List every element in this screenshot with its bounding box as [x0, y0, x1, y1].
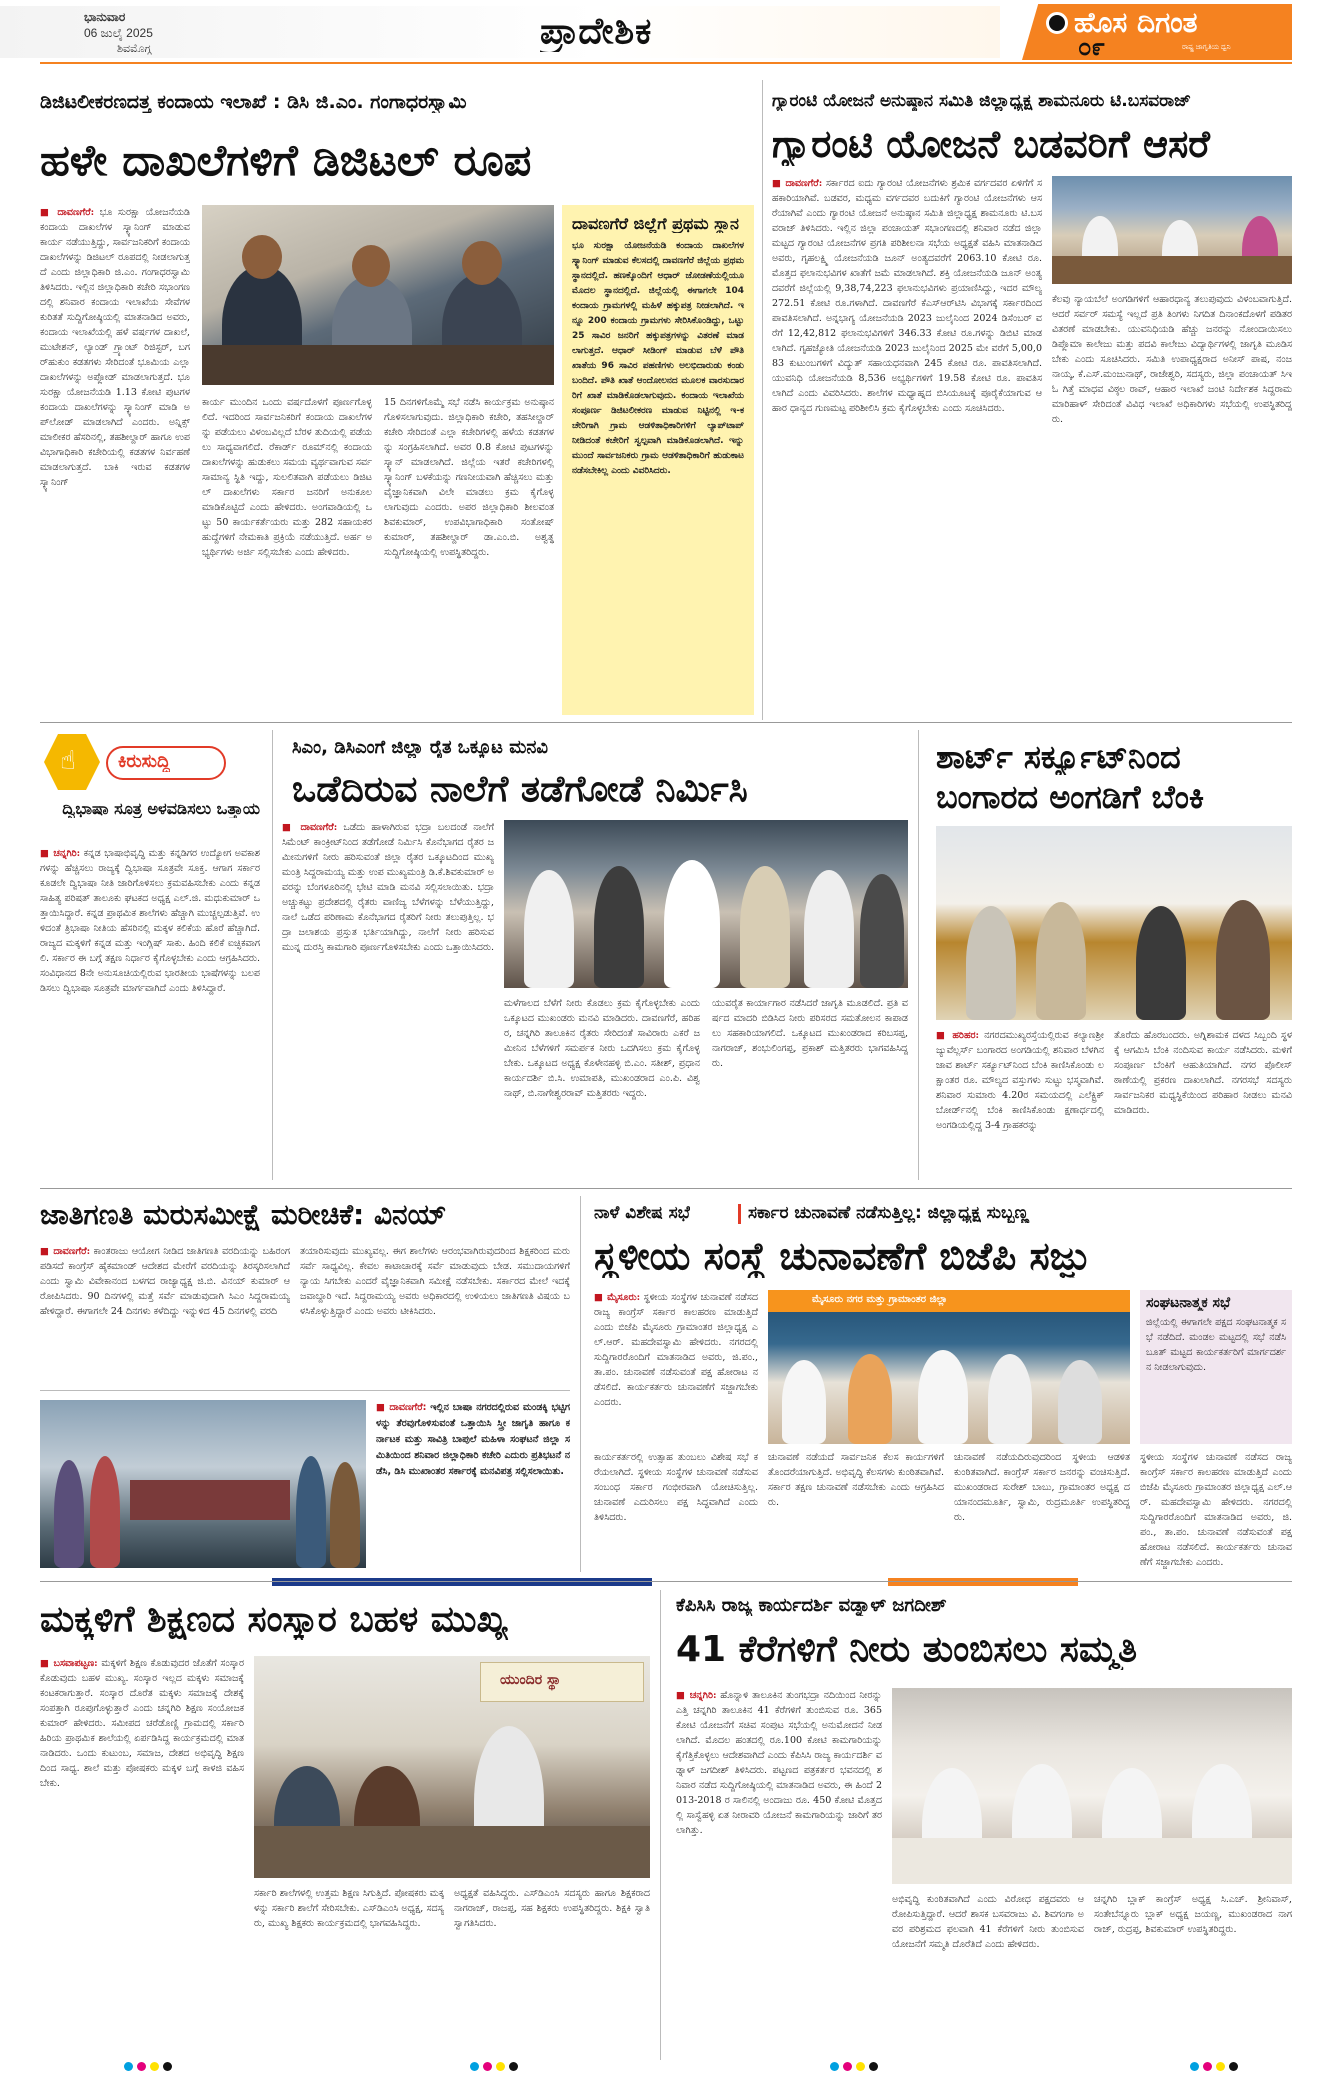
- story6-box: [1140, 1290, 1292, 1444]
- story6-headline: ಸ್ಥಳೀಯ ಸಂಸ್ಥೆ ಚುನಾವಣೆಗೆ ಬಿಜೆಪಿ ಸಜ್ಜು: [594, 1236, 1090, 1278]
- story6-kicker-a: ನಾಳೆ ವಿಶೇಷ ಸಭೆ: [594, 1204, 690, 1223]
- story8-col1: ■ ಚನ್ನಗಿರಿ: ಹೊನ್ನಾಳಿ ತಾಲೂಕಿನ ತುಂಗಭದ್ರಾ ನದಿಯಿಂದ ನೀರನ್ನು ಎತ್ತಿ ಚನ್ನಗಿರಿ ತಾಲೂಕಿನ 41 ಕೆರೆಗಳಿಗೆ ತುಂಬಿಸುವ ರೂ. 365 ಕೋಟಿ ಯೋಜನೆಗೆ ಸಚಿವ ಸಂಪುಟ ಸಭೆಯಲ್ಲಿ ಅನುಮೋದನೆ ನೀಡಲಾಗಿದೆ. ಮೊದಲ ಹಂತದಲ್ಲಿ ರೂ.100 ಕೋಟಿ ಕಾಮಗಾರಿಯನ್ನು ಕೈಗೆತ್ತಿಕೊಳ್ಳಲು ಆದೇಶವಾಗಿದೆ ಎಂದು ಕೆಪಿಸಿಸಿ ರಾಜ್ಯ ಕಾರ್ಯದರ್ಶಿ ವಡ್ನಾಳ್ ಜಗದೀಶ್ ತಿಳಿಸಿದರು. ಪಟ್ಟಣದ ಪತ್ರಕರ್ತರ ಭವನದಲ್ಲಿ ಶನಿವಾರ ನಡೆದ ಸುದ್ದಿಗೋಷ್ಠಿಯಲ್ಲಿ ಮಾತನಾಡಿದ ಅವರು, ಈ ಹಿಂದೆ 2013-2018 ರ ಸಾಲಿನಲ್ಲಿ ಅಂದಾಜು ರೂ. 450 ಕೋಟಿ ಮೊತ್ತದಲ್ಲಿ ಸಾಸ್ವೆಹಳ್ಳಿ ಏತ ನೀರಾವರಿ ಯೋಜನೆ ಕಾಮಗಾರಿಯನ್ನು ಜಾರಿಗೆ ತರಲಾಗಿತ್ತು.: [676, 1690, 882, 1836]
- story6-dateline: ■ ಮೈಸೂರು:: [594, 1292, 641, 1303]
- registration-dots-3: [830, 2062, 878, 2071]
- story1-col2: ಕಾರ್ಯ ಮುಂದಿನ ಒಂದು ವರ್ಷದೊಳಗೆ ಪೂರ್ಣಗೊಳ್ಳಲಿದೆ. ಇದರಿಂದ ಸಾರ್ವಜನಿಕರಿಗೆ ಕಂದಾಯ ದಾಖಲೆಗಳನ್ನು ಪಡೆಯಲು ವಿಳಂಬವಿಲ್ಲದೆ ಬೆರಳ ತುದಿಯಲ್ಲಿ ಪಡೆಯಲು ಸಾಧ್ಯವಾಗಲಿದೆ. ರೆಕಾರ್ಡ್ ರೂಮ್‌ನಲ್ಲಿ ಕಂದಾಯ ದಾಖಲೆಗಳನ್ನು ಹುಡುಕಲು ಸಮಯ ವ್ಯರ್ಥವಾಗುವ ಸರ್ವ ಸಾಮಾನ್ಯ ಸ್ಥಿತಿ ಇದ್ದು, ಸುಲಲಿತವಾಗಿ ಪಡೆಯಲು ಡಿಜಿಟಲ್ ದಾಖಲೆಗಳು ಸರ್ಕಾರ ಜನರಿಗೆ ಅನುಕೂಲ ಮಾಡಿಕೊಟ್ಟಿದೆ ಎಂದು ಹೇಳಿದರು. ಅಂಗವಾಡಿಯಲ್ಲಿ ಒಟ್ಟು 50 ಕಾರ್ಯಕರ್ತೆಯರು ಮತ್ತು 282 ಸಹಾಯಕರ ಹುದ್ದೆಗಳಿಗೆ ನೇಮಕಾತಿ ಪ್ರಕ್ರಿಯೆ ನಡೆಯುತ್ತಿದೆ. ಅರ್ಹ ಅಭ್ಯರ್ಥಿಗಳು ಅರ್ಜಿ ಸಲ್ಲಿಸಬೇಕು ಎಂದು ಹೇಳಿದರು.: [202, 397, 372, 558]
- story1-dateline: ■ ದಾವಣಗೆರೆ:: [40, 207, 95, 218]
- divider-h3: [40, 1581, 1292, 1582]
- story7-photo: [254, 1656, 650, 1878]
- story6-banner-text: ಮೈಸೂರು ನಗರ ಮತ್ತು ಗ್ರಾಮಾಂತರ ಜಿಲ್ಲಾ: [812, 1294, 948, 1305]
- story4-headline-line2: ಬಂಗಾರದ ಅಂಗಡಿಗೆ ಬೆಂಕಿ: [936, 780, 1204, 816]
- story2-kicker: ಗ್ಯಾರಂಟಿ ಯೋಜನೆ ಅನುಷ್ಠಾನ ಸಮಿತಿ ಜಿಲ್ಲಾಧ್ಯಕ್ಷ ಶಾಮನೂರು ಟಿ.ಬಸವರಾಜ್: [772, 92, 1192, 111]
- registration-dots-4: [1190, 2062, 1238, 2071]
- story8-dateline: ■ ಚನ್ನಗಿರಿ:: [676, 1690, 717, 1701]
- masthead: [0, 0, 1339, 62]
- story1-sidebar-text: ಭೂ ಸುರಕ್ಷಾ ಯೋಜನೆಯಡಿ ಕಂದಾಯ ದಾಖಲೆಗಳ ಸ್ಕ್ಯಾನಿಂಗ್ ಮಾಡುವ ಕೆಲಸದಲ್ಲಿ ದಾವಣಗೆರೆ ಜಿಲ್ಲೆಯ ಪ್ರಥಮ ಸ್ಥಾನದಲ್ಲಿದೆ. ಹಣಕ್ಕೊಂದಿಗೆ ಆಧಾರ್ ಜೋಡಣೆಯಲ್ಲಿಯೂ ಮೊದಲ ಸ್ಥಾನದಲ್ಲಿದೆ. ಜಿಲ್ಲೆಯಲ್ಲಿ ಈಗಾಗಲೇ 104 ಕಂದಾಯ ಗ್ರಾಮಗಳಲ್ಲಿ ಮಹಿಳೆ ಹಕ್ಕುಪತ್ರ ನೀಡಲಾಗಿದೆ. ಇನ್ನೂ 200 ಕಂದಾಯ ಗ್ರಾಮಗಳು ಸೇರಿಸಿಕೊಂಡಿದ್ದು, ಒಟ್ಟು 25 ಸಾವಿರ ಜನರಿಗೆ ಹಕ್ಕುಪತ್ರಗಳನ್ನು ವಿತರಣೆ ಮಾಡಲಾಗುತ್ತದೆ. ಆಧಾರ್ ಸೀಡಿಂಗ್ ಮಾಡುವ ಬೆಳೆ ಪೌತಿ ಖಾತೆಯ 96 ಸಾವಿರ ಪಹಣಿಗಳು ಅಲಭಿದಾರುಡು ಕಂಡು ಬಂದಿದೆ. ಪೌತಿ ಖಾತೆ ಆಂದೋಲನದ ಮೂಲಕ ವಾರಸುದಾರರಿಗೆ ಖಾತೆ ಮಾಡಿಕೊಡಲಾಗುವುದು. ಕಂದಾಯ ಇಲಾಖೆಯ ಸಂಪೂರ್ಣ ಡಿಜಿಟಲೀಕರಣ ಮಾಡುವ ನಿಟ್ಟಿನಲ್ಲಿ ಇ-ಕಚೇರಿಗಾಗಿ ಗ್ರಾಮ ಆಡಳಿತಾಧಿಕಾರಿಗಳಿಗೆ ಲ್ಯಾಪ್‌ಟಾಪ್ ನೀಡಿದಂತೆ ಕಚೇರಿಗೆ ಸ್ವಲ್ಪವಾಗಿ ಮಾಡಿಕೊಡಲಾಗಿದೆ. ಇನ್ನು ಮುಂದೆ ಸಾರ್ವಜನಿಕರು ಗ್ರಾಮ ಆಡಳಿತಾಧಿಕಾರಿಗೆ ಹುಡುಕಾಟ ನಡೆಸಬೇಕಿಲ್ಲ ಎಂದು ವಿವರಿಸಿದರು.: [572, 240, 744, 476]
- kirusuddi-dateline: ■ ಚನ್ನಗಿರಿ:: [40, 848, 81, 859]
- story5-caption-dateline: ■ ದಾವಣಗೆರೆ:: [376, 1402, 427, 1413]
- kirusuddi-logo: [40, 730, 240, 794]
- registration-dots-2: [470, 2062, 518, 2071]
- story8-headline: 41 ಕೆರೆಗಳಿಗೆ ನೀರು ತುಂಬಿಸಲು ಸಮ್ಮತಿ: [676, 1630, 1138, 1670]
- divider-v4: [580, 1196, 581, 1572]
- story3-col3: ಯುವರೈತ ಕಾರ್ಯಾಗಾರ ನಡೆಸಿದರೆ ಜಾಗೃತಿ ಮೂಡಲಿದೆ. ಪ್ರತಿ ವರ್ಷದ ಮಾದರಿ ಬಿಡಿಸಿದ ನೀರು ಪರಿಸರದ ಸಮತೋಲನ ಕಾಪಾಡಲು ಸಹಕಾರಿಯಾಗಲಿದೆ. ಒಕ್ಕೂಟದ ಮುಖಂಡರಾದ ಕರಿಬಸಪ್ಪ, ನಾಗರಾಜ್, ಶಂಭುಲಿಂಗಪ್ಪ, ಪ್ರಕಾಶ್ ಮತ್ತಿತರರು ಭಾಗವಹಿಸಿದ್ದರು.: [712, 998, 908, 1069]
- story2-headline: ಗ್ಯಾರಂಟಿ ಯೋಜನೆ ಬಡವರಿಗೆ ಆಸರೆ: [772, 124, 1210, 166]
- story6-box-title: ಸಂಘಟನಾತ್ಮಕ ಸಭೆ: [1146, 1296, 1231, 1311]
- story3-headline: ಒಡೆದಿರುವ ನಾಲೆಗೆ ತಡೆಗೋಡೆ ನಿರ್ಮಿಸಿ: [292, 770, 748, 810]
- issue-date: 06 ಜುಲೈ 2025: [84, 26, 153, 40]
- issue-city: ಶಿವಮೊಗ್ಗ: [117, 43, 152, 55]
- registration-dots-1: [124, 2062, 172, 2071]
- story1-col3: 15 ದಿನಗಳಿಗೊಮ್ಮೆ ಸಭೆ ನಡೆಸಿ ಕಾರ್ಯಕ್ರಮ ಅನುಷ್ಠಾನಗೊಳಿಸಲಾಗುವುದು. ಜಿಲ್ಲಾಧಿಕಾರಿ ಕಚೇರಿ, ತಹಸೀಲ್ದಾರ್ ಕಚೇರಿ ಸೇರಿದಂತೆ ಎಲ್ಲಾ ಕಚೇರಿಗಳಲ್ಲಿ ಹಳೆಯ ಕಡತಗಳನ್ನು ಸಂಗ್ರಹಿಸಲಾಗಿದೆ. ಅವರ 0.8 ಕೋಟಿ ಪುಟಗಳನ್ನು ಸ್ಕ್ಯಾನ್ ಮಾಡಲಾಗಿದೆ. ಜಿಲ್ಲೆಯ ಇತರೆ ಕಚೇರಿಗಳಲ್ಲಿ ಸ್ಕ್ಯಾನಿಂಗ್ ಬಳಕೆಯನ್ನು ಗಣನೀಯವಾಗಿ ಹೆಚ್ಚಿಸಲು ಮತ್ತು ವೈಜ್ಞಾನಿಕವಾಗಿ ವಿಲೇ ಮಾಡಲು ಕ್ರಮ ಕೈಗೊಳ್ಳಲಾಗುವುದು ಎಂದರು. ಅಪರ ಜಿಲ್ಲಾಧಿಕಾರಿ ಶೀಲವಂತ ಶಿವಕುಮಾರ್, ಉಪವಿಭಾಗಾಧಿಕಾರಿ ಸಂತೋಷ್ ಕುಮಾರ್, ತಹಶೀಲ್ದಾರ್ ಡಾ.ಎಂ.ಬಿ. ಅಶ್ವತ್ಥ ಸುದ್ದಿಗೋಷ್ಠಿಯಲ್ಲಿ ಉಪಸ್ಥಿತರಿದ್ದರು.: [384, 397, 554, 558]
- story3-col2: ಮಳೆಗಾಲದ ಬೆಳೆಗೆ ನೀರು ಕೊಡಲು ಕ್ರಮ ಕೈಗೊಳ್ಳಬೇಕು ಎಂದು ಒಕ್ಕೂಟದ ಮುಖಂಡರು ಮನವಿ ಮಾಡಿದರು. ದಾವಣಗೆರೆ, ಹರಿಹರ, ಚನ್ನಗಿರಿ ತಾಲೂಕಿನ ರೈತರು ಸೇರಿದಂತೆ ಸಾವಿರಾರು ಎಕರೆ ಜಮೀನಿನ ಬೆಳೆಗಳಿಗೆ ಸಮರ್ಪಕ ನೀರು ಒದಗಿಸಲು ಕ್ರಮ ಕೈಗೊಳ್ಳಬೇಕು. ಒಕ್ಕೂಟದ ಅಧ್ಯಕ್ಷ ಕೊಳೇನಹಳ್ಳಿ ಬಿ.ಎಂ. ಸತೀಶ್, ಪ್ರಧಾನ ಕಾರ್ಯದರ್ಶಿ ಬಿ.ಸಿ. ಉಮಾಪತಿ, ಮುಖಂಡರಾದ ಎಂ.ಪಿ. ವಿಶ್ವನಾಥ್, ಬಿ.ನಾಗೇಶ್ವರರಾವ್ ಮತ್ತಿತರರು ಇದ್ದರು.: [504, 998, 700, 1099]
- issue-day: ಭಾನುವಾರ: [84, 10, 126, 24]
- story8-kicker: ಕೆಪಿಸಿಸಿ ರಾಜ್ಯ ಕಾರ್ಯದರ್ಶಿ ವಡ್ನಾಳ್ ಜಗದೀಶ್: [676, 1596, 947, 1616]
- story6-kicker-sep: [738, 1204, 741, 1224]
- story4-col1: ■ ಹರಿಹರ: ನಗರದಮುಖ್ಯರಸ್ತೆಯಲ್ಲಿರುವ ಕಲ್ಯಾಣಶ್ರೀ ಜ್ಯುವೆಲ್ಲರ್ಸ್ ಬಂಗಾರದ ಅಂಗಡಿಯಲ್ಲಿ ಶನಿವಾರ ಬೆಳಗಿನ ಜಾವ ಶಾರ್ಟ್ ಸರ್ಕ್ಯೂಟ್‌ನಿಂದ ಬೆಂಕಿ ಕಾಣಿಸಿಕೊಂಡು ಲಕ್ಷಾಂತರ ರೂ. ಮೌಲ್ಯದ ವಸ್ತುಗಳು ಸುಟ್ಟು ಭಸ್ಮವಾಗಿವೆ. ಶನಿವಾರ ಸುಮಾರು 4.20ರ ಸಮಯದಲ್ಲಿ ಎಲೆಕ್ಟ್ರಿಕ್ ಬೋರ್ಡ್‌ನಲ್ಲಿ ಬೆಂಕಿ ಕಾಣಿಸಿಕೊಂಡು ಕ್ಷಣಾರ್ಧದಲ್ಲಿ ಅಂಗಡಿಯಲ್ಲಿದ್ದ 3-4 ಗ್ರಾಹಕರನ್ನು: [936, 1030, 1104, 1131]
- story7-col3: ಅಧ್ಯಕ್ಷತೆ ವಹಿಸಿದ್ದರು. ಎಸ್‌ಡಿಎಂಸಿ ಸದಸ್ಯರು ಹಾಗೂ ಶಿಕ್ಷಕರಾದ ನಾಗರಾಜ್, ರಾಜಪ್ಪ, ಸಹ ಶಿಕ್ಷಕರು ಉಪಸ್ಥಿತರಿದ್ದರು. ಶಿಕ್ಷಕಿ ಸ್ವಾತಿ ಸ್ವಾಗತಿಸಿದರು.: [454, 1888, 650, 1929]
- story8-col3: ಚನ್ನಗಿರಿ ಬ್ಲಾಕ್ ಕಾಂಗ್ರೆಸ್ ಅಧ್ಯಕ್ಷ ಸಿ.ಎಚ್. ಶ್ರೀನಿವಾಸ್, ಸಂತೇಬೆನ್ನೂರು ಬ್ಲಾಕ್ ಅಧ್ಯಕ್ಷ ಜಯಣ್ಣ, ಮುಖಂಡರಾದ ನಾಗರಾಜ್, ರುದ್ರಪ್ಪ, ಶಿವಕುಮಾರ್ ಉಪಸ್ಥಿತರಿದ್ದರು.: [1094, 1894, 1292, 1935]
- divider-v3: [918, 730, 919, 1180]
- story2-dateline: ■ ದಾವಣಗೆರೆ:: [772, 178, 823, 189]
- story4-photo: [936, 826, 1292, 1020]
- registration-bar-right: [888, 1578, 1078, 1586]
- story8-col2: ಅಭಿವೃದ್ಧಿ ಕುಂಠಿತವಾಗಿದೆ ಎಂದು ವಿರೋಧ ಪಕ್ಷದವರು ಆರೋಪಿಸುತ್ತಿದ್ದಾರೆ. ಆದರೆ ಶಾಸಕ ಬಸವರಾಜು ವಿ. ಶಿವಗಂಗಾ ಅವರ ಪರಿಶ್ರಮದ ಫಲವಾಗಿ 41 ಕೆರೆಗಳಿಗೆ ನೀರು ತುಂಬಿಸುವ ಯೋಜನೆಗೆ ಸಮ್ಮತಿ ದೊರೆತಿದೆ ಎಂದು ಹೇಳಿದರು.: [892, 1894, 1084, 1950]
- section-title: ಪ್ರಾದೇಶಿಕ: [540, 12, 653, 52]
- story6-box-text: ಜಿಲ್ಲೆಯಲ್ಲಿ ಈಗಾಗಲೇ ಪಕ್ಷದ ಸಂಘಟನಾತ್ಮಕ ಸಭೆ ನಡೆದಿದೆ. ಮಂಡಲ ಮಟ್ಟದಲ್ಲಿ ಸಭೆ ನಡೆಸಿ ಬೂತ್ ಮಟ್ಟದ ಕಾರ್ಯಕರ್ತರಿಗೆ ಮಾರ್ಗದರ್ಶನ ನೀಡಲಾಗುವುದು.: [1146, 1317, 1286, 1374]
- story6-col4: ಚುನಾವಣೆ ನಡೆಯದಿರುವುದರಿಂದ ಸ್ಥಳೀಯ ಆಡಳಿತ ಕುಂಠಿತವಾಗಿದೆ. ಕಾಂಗ್ರೆಸ್ ಸರ್ಕಾರ ಜನರನ್ನು ವಂಚಿಸುತ್ತಿದೆ. ಮುಖಂಡರಾದ ಸುರೇಶ್ ಬಾಬು, ಗ್ರಾಮಾಂತರ ಅಧ್ಯಕ್ಷ ದಯಾನಂದಮೂರ್ತಿ, ಸ್ವಾಮಿ, ರುದ್ರಮೂರ್ತಿ ಉಪಸ್ಥಿತರಿದ್ದರು.: [954, 1452, 1130, 1523]
- story1-kicker: ಡಿಜಿಟಲೀಕರಣದತ್ತ ಕಂದಾಯ ಇಲಾಖೆ : ಡಿಸಿ ಜಿ.ಎಂ. ಗಂಗಾಧರಸ್ವಾಮಿ: [40, 92, 467, 113]
- story5-col1: ■ ದಾವಣಗೆರೆ: ಕಾಂತರಾಜು ಆಯೋಗ ನೀಡಿದ ಜಾತಿಗಣತಿ ವರದಿಯನ್ನು ಬಹಿರಂಗ ಪಡಿಸದೆ ಕಾಂಗ್ರೆಸ್ ಹೈಕಮಾಂಡ್ ಆದೇಶದ ಮೇರೆಗೆ ವರದಿಯನ್ನು ತಿರಸ್ಕರಿಸಲಾಗಿದೆ ಎಂದು ಸ್ವಾಮಿ ವಿವೇಕಾನಂದ ಬಳಗದ ರಾಜ್ಯಾಧ್ಯಕ್ಷ ಜಿ.ಬಿ. ವಿನಯ್ ಕುಮಾರ್ ಆರೋಪಿಸಿದರು. 90 ದಿನಗಳಲ್ಲಿ ಮತ್ತೆ ಸರ್ವೆ ಮಾಡುವುದಾಗಿ ಸಿಎಂ ಸಿದ್ದರಾಮಯ್ಯ ಹೇಳಿದ್ದಾರೆ. ಈಗಾಗಲೇ 24 ದಿನಗಳು ಕಳೆದಿದ್ದು ಇನ್ನುಳಿದ 45 ದಿನಗಳಲ್ಲಿ ವರದಿ: [40, 1246, 290, 1317]
- divider-h1: [40, 722, 1292, 723]
- story7-col2: ಸರ್ಕಾರಿ ಶಾಲೆಗಳಲ್ಲಿ ಉತ್ತಮ ಶಿಕ್ಷಣ ಸಿಗುತ್ತಿದೆ. ಪೋಷಕರು ಮಕ್ಕಳನ್ನು ಸರ್ಕಾರಿ ಶಾಲೆಗೆ ಸೇರಿಸಬೇಕು. ಎಸ್‌ಡಿಎಂಸಿ ಅಧ್ಯಕ್ಷ, ಸದಸ್ಯರು, ಮುಖ್ಯ ಶಿಕ್ಷಕರು ಕಾರ್ಯಕ್ರಮದಲ್ಲಿ ಭಾಗವಹಿಸಿದ್ದರು.: [254, 1888, 444, 1929]
- story1-col1: ■ ದಾವಣಗೆರೆ: ಭೂ ಸುರಕ್ಷಾ ಯೋಜನೆಯಡಿ ಕಂದಾಯ ದಾಖಲೆಗಳ ಸ್ಕ್ಯಾನಿಂಗ್ ಮಾಡುವ ಕಾರ್ಯ ನಡೆಯುತ್ತಿದ್ದು, ಸಾರ್ವಜನಿಕರಿಗೆ ಕಂದಾಯ ದಾಖಲೆಗಳನ್ನು ಡಿಜಿಟಲ್ ರೂಪದಲ್ಲಿ ನೀಡಲಾಗುತ್ತದೆ ಎಂದು ಜಿಲ್ಲಾಧಿಕಾರಿ ಜಿ.ಎಂ. ಗಂಗಾಧರಸ್ವಾಮಿ ತಿಳಿಸಿದರು. ಇಲ್ಲಿನ ಜಿಲ್ಲಾಧಿಕಾರಿ ಕಚೇರಿ ಸಭಾಂಗಣದಲ್ಲಿ ಶನಿವಾರ ಕಂದಾಯ ಇಲಾಖೆಯ ಸೇವೆಗಳ ಕುರಿತತೆ ಸುದ್ದಿಗೋಷ್ಠಿಯಲ್ಲಿ ಮಾತನಾಡಿದ ಅವರು, ಕಂದಾಯ ಇಲಾಖೆಯಲ್ಲಿ ಹಳೆ ವರ್ಷಗಳ ದಾಖಲೆ, ಮುಟೇಶನ್, ಲ್ಯಾಂಡ್ ಗ್ರ್ಯಾಂಟ್ ರಿಜಿಸ್ಟರ್, ಬಗರ್‌ಹುಕುಂ ಕಡತಗಳು ಸೇರಿದಂತೆ ಭೂಮಿಯ ಎಲ್ಲಾ ದಾಖಲೆಗಳನ್ನು ಅಪ್ಲೋಡ್ ಮಾಡಲಾಗುತ್ತದೆ. ಭೂ ಸುರಕ್ಷಾ ಯೋಜನೆಯಡಿ 1.13 ಕೋಟಿ ಪುಟಗಳ ಕಂದಾಯ ದಾಖಲೆಗಳನ್ನು ಸ್ಕ್ಯಾನಿಂಗ್ ಮಾಡಿ ಅಪ್‌ಲೋಡ್ ಮಾಡಲಾಗಿದೆ ಎಂದರು. ಅನ್ನಿಕ್ಸ್ ಮಾಲೀಕರ ಹೆಸರಿನಲ್ಲಿ, ತಹಶೀಲ್ದಾರ್ ಹಾಗೂ ಉಪವಿಭಾಗಾಧಿಕಾರಿ ಕಚೇರಿಯಲ್ಲಿ ಕಡತಗಳ ನಿರ್ವಹಣೆ ಮಾಡಲಾಗುತ್ತದೆ. ಬಾಕಿ ಇರುವ ಕಡತಗಳ ಸ್ಕ್ಯಾನಿಂಗ್: [40, 207, 190, 488]
- story6-photo: [768, 1290, 1130, 1444]
- paper-name: ಹೊಸ ದಿಗಂತ: [1074, 8, 1198, 39]
- story5-dateline: ■ ದಾವಣಗೆರೆ:: [40, 1246, 91, 1257]
- story2-photo: [1052, 176, 1292, 284]
- story2-col1: ■ ದಾವಣಗೆರೆ: ಸರ್ಕಾರದ ಐದು ಗ್ಯಾರಂಟಿ ಯೋಜನೆಗಳು ಶ್ರಮಿಕ ವರ್ಗದವರ ಏಳಿಗೆಗೆ ಸಹಕಾರಿಯಾಗಿವೆ. ಬಡವರ, ಮಧ್ಯಮ ವರ್ಗದವರ ಬದುಕಿಗೆ ಗ್ಯಾರಂಟಿ ಯೋಜನೆಗಳು ಆಸರೆಯಾಗಿವೆ ಎಂದು ಗ್ಯಾರಂಟಿ ಯೋಜನೆ ಅನುಷ್ಠಾನ ಸಮಿತಿ ಜಿಲ್ಲಾಧ್ಯಕ್ಷ ಶಾಮನೂರು ಟಿ.ಬಸವರಾಜ್ ತಿಳಿಸಿದರು. ಇಲ್ಲಿನ ಜಿಲ್ಲಾ ಪಂಚಾಯತ್ ಸಭಾಂಗಣದಲ್ಲಿ ಶನಿವಾರ ನಡೆದ ಜಿಲ್ಲಾ ಮಟ್ಟದ ಗ್ಯಾರಂಟಿ ಯೋಜನೆಗಳ ಪ್ರಗತಿ ಪರಿಶೀಲನಾ ಸಭೆಯ ಅಧ್ಯಕ್ಷತೆ ವಹಿಸಿ ಮಾತನಾಡಿದ ಅವರು, ಗೃಹಲಕ್ಷ್ಮಿ ಯೋಜನೆಯಡಿ ಜೂನ್ ಅಂತ್ಯದವರೆಗೆ 2063.10 ಕೋಟಿ ರೂ. ಮೊತ್ತದ ಫಲಾನುಭವಿಗಳ ಖಾತೆಗೆ ಜಮೆ ಮಾಡಲಾಗಿದೆ. ಶಕ್ತಿ ಯೋಜನೆಯಡಿ ಜೂನ್ ಅಂತ್ಯದವರೆಗೆ ಜಿಲ್ಲೆಯಲ್ಲಿ 9,38,74,223 ಫಲಾನುಭವಿಗಳು ಪ್ರಯಾಣಿಸಿದ್ದು, ಇದರ ಮೌಲ್ಯ 272.51 ಕೋಟಿ ರೂ.ಗಳಾಗಿದೆ. ದಾವಣಗೆರೆ ಕೆಎಸ್ಆರ್‌ಟಿಸಿ ವಿಭಾಗಕ್ಕೆ ಸರ್ಕಾರದಿಂದ ಪಾವತಿಸಲಾಗಿದೆ. ಅನ್ನಭಾಗ್ಯ ಯೋಜನೆಯಡಿ 2023 ಜುಲೈನಿಂದ 2024 ಡಿಸೆಂಬರ್ ವರೆಗೆ 12,42,812 ಫಲಾನುಭವಿಗಳಿಗೆ 346.33 ಕೋಟಿ ರೂ.ಗಳನ್ನು ಡಿಬಿಟಿ ಮಾಡಲಾಗಿದೆ. ಗೃಹಜ್ಯೋತಿ ಯೋಜನೆಯಡಿ 2023 ಜುಲೈನಿಂದ 2025 ಮೇ ವರೆಗೆ 5,00,083 ಕುಟುಂಬಗಳಿಗೆ ವಿದ್ಯುತ್ ಸಹಾಯಧನವಾಗಿ 245 ಕೋಟಿ ರೂ. ಪಾವತಿಸಲಾಗಿದೆ. ಯುವನಿಧಿ ಯೋಜನೆಯಡಿ 8,536 ಅಭ್ಯರ್ಥಿಗಳಿಗೆ 19.58 ಕೋಟಿ ರೂ. ಪಾವತಿಸಲಾಗಿದೆ ಎಂದು ವಿವರಿಸಿದರು. ಶಾಲೆಗಳ ಮಧ್ಯಾಹ್ನದ ಬಿಸಿಯೂಟಕ್ಕೆ ಪೂರೈಕೆಯಾಗುವ ಆಹಾರ ಧಾನ್ಯದ ಗುಣಮಟ್ಟ ಪರಿಶೀಲಿಸಿ ಕ್ರಮ ಕೈಗೊಳ್ಳಬೇಕು ಎಂದು ಸೂಚಿಸಿದರು.: [772, 178, 1042, 414]
- divider-v1: [762, 80, 763, 720]
- story6-kicker-b: ಸರ್ಕಾರ ಚುನಾವಣೆ ನಡೆಸುತ್ತಿಲ್ಲ: ಜಿಲ್ಲಾಧ್ಯಕ್ಷ ಸುಬ್ಬಣ್ಣ: [748, 1204, 1029, 1223]
- story6-col3: ಚುನಾವಣೆ ನಡೆಯದೆ ಸಾರ್ವಜನಿಕ ಕೆಲಸ ಕಾರ್ಯಗಳಿಗೆ ತೊಂದರೆಯಾಗುತ್ತಿದೆ. ಅಭಿವೃದ್ಧಿ ಕೆಲಸಗಳು ಕುಂಠಿತವಾಗಿವೆ. ಸರ್ಕಾರ ತಕ್ಷಣ ಚುನಾವಣೆ ನಡೆಸಬೇಕು ಎಂದು ಆಗ್ರಹಿಸಿದರು.: [768, 1452, 944, 1508]
- kirusuddi-body: ■ ಚನ್ನಗಿರಿ: ಕನ್ನಡ ಭಾಷಾಭಿವೃದ್ಧಿ ಮತ್ತು ಕನ್ನಡಿಗರ ಉದ್ಯೋಗ ಅವಕಾಶಗಳನ್ನು ಹೆಚ್ಚಿಸಲು ರಾಜ್ಯಕ್ಕೆ ದ್ವಿಭಾಷಾ ಸೂತ್ರವೇ ಸೂಕ್ತ. ಆಗಾಗ ಸರ್ಕಾರ ಕೂಡಲೇ ದ್ವಿಭಾಷಾ ನೀತಿ ಜಾರಿಗೊಳಿಸಲು ಕ್ರಮವಹಿಸಬೇಕು ಎಂದು ಕನ್ನಡ ಸಾಹಿತ್ಯ ಪರಿಷತ್ ತಾಲೂಕು ಘಟಕದ ಅಧ್ಯಕ್ಷ ಎಲ್.ಜಿ. ಮಧುಕುಮಾರ್ ಒತ್ತಾಯಿಸಿದ್ದಾರೆ. ಕನ್ನಡ ಪ್ರಾಥಮಿಕ ಶಾಲೆಗಳು ಹೆಚ್ಚಾಗಿ ಮುಚ್ಚಲ್ಪಡುತ್ತಿವೆ. ಉಳಿದಂತೆ ತ್ರಿಭಾಷಾ ನೀತಿಯ ಹೆಸರಿನಲ್ಲಿ ಮಕ್ಕಳ ಕಲಿಕೆಯ ಹೊರೆ ಹೆಚ್ಚಾಗಿದೆ. ರಾಜ್ಯದ ಮಕ್ಕಳಿಗೆ ಕನ್ನಡ ಮತ್ತು ಇಂಗ್ಲಿಷ್ ಸಾಕು. ಹಿಂದಿ ಕಲಿಕೆ ಐಚ್ಛಿಕವಾಗಲಿ. ಸರ್ಕಾರ ಈ ಬಗ್ಗೆ ತಕ್ಷಣ ನಿರ್ಧಾರ ಕೈಗೊಳ್ಳಬೇಕು ಎಂದು ಆಗ್ರಹಿಸಿದರು. ಸಂವಿಧಾನದ 8ನೇ ಅನುಸೂಚಿಯಲ್ಲಿರುವ ಭಾರತೀಯ ಭಾಷೆಗಳನ್ನು ಬಲಪಡಿಸಲು ದ್ವಿಭಾಷಾ ಸೂತ್ರವೇ ಮಾರ್ಗವಾಗಿದೆ ಎಂದು ತಿಳಿಸಿದ್ದಾರೆ.: [40, 848, 260, 994]
- story7-dateline: ■ ಬಸವಾಪಟ್ಟಣ:: [40, 1658, 98, 1669]
- story4-col2: ತೊರೆದು ಹೊರಬಂದರು. ಅಗ್ನಿಶಾಮಕ ದಳದ ಸಿಬ್ಬಂದಿ ಸ್ಥಳಕ್ಕೆ ಆಗಮಿಸಿ ಬೆಂಕಿ ನಂದಿಸುವ ಕಾರ್ಯ ನಡೆಸಿದರು. ಮಳಿಗೆ ಸಂಪೂರ್ಣ ಬೆಂಕಿಗೆ ಆಹುತಿಯಾಗಿದೆ. ನಗರ ಪೊಲೀಸ್ ಠಾಣೆಯಲ್ಲಿ ಪ್ರಕರಣ ದಾಖಲಾಗಿದೆ. ನಗರಸಭೆ ಸದಸ್ಯರು ಸಾರ್ವಜನಿಕರ ಮಧ್ಯಸ್ಥಿಕೆಯಿಂದ ಪರಿಹಾರ ನೀಡಲು ಮನವಿ ಮಾಡಿದರು.: [1114, 1030, 1292, 1116]
- story4-dateline: ■ ಹರಿಹರ:: [936, 1030, 980, 1041]
- story3-dateline: ■ ದಾವಣಗೆರೆ:: [282, 822, 338, 833]
- registration-bar-mid: [452, 1578, 652, 1586]
- story3-photo: [504, 820, 908, 988]
- story3-kicker: ಸಿಎಂ, ಡಿಸಿಎಂಗೆ ಜಿಲ್ಲಾ ರೈತ ಒಕ್ಕೂಟ ಮನವಿ: [292, 738, 548, 758]
- kirusuddi-label: ಕಿರುಸುದ್ದಿ: [118, 752, 171, 772]
- masthead-rule: [40, 62, 1292, 64]
- story4-headline-line1: ಶಾರ್ಟ್ ಸರ್ಕ್ಯೂಟ್‌ನಿಂದ: [936, 740, 1181, 776]
- story1-sidebar-title: ದಾವಣಗೆರೆ ಜಿಲ್ಲೆಗೆ ಪ್ರಥಮ ಸ್ಥಾನ: [572, 215, 739, 233]
- story6-col1: ■ ಮೈಸೂರು: ಸ್ಥಳೀಯ ಸಂಸ್ಥೆಗಳ ಚುನಾವಣೆ ನಡೆಸದ ರಾಜ್ಯ ಕಾಂಗ್ರೆಸ್ ಸರ್ಕಾರ ಕಾಲಹರಣ ಮಾಡುತ್ತಿದೆ ಎಂದು ಬಿಜೆಪಿ ಮೈಸೂರು ಗ್ರಾಮಾಂತರ ಜಿಲ್ಲಾಧ್ಯಕ್ಷ ಎಲ್.ಆರ್. ಮಹದೇವಸ್ವಾಮಿ ಹೇಳಿದರು. ನಗರದಲ್ಲಿ ಸುದ್ದಿಗಾರರೊಂದಿಗೆ ಮಾತನಾಡಿದ ಅವರು, ಜಿ.ಪಂ., ತಾ.ಪಂ. ಚುನಾವಣೆ ನಡೆಸುವಂತೆ ಪಕ್ಷ ಹೋರಾಟ ನಡೆಸಲಿದೆ. ಕಾರ್ಯಕರ್ತರು ಚುನಾವಣೆಗೆ ಸಜ್ಜಾಗಬೇಕು ಎಂದರು.: [594, 1292, 758, 1408]
- hand-icon: ☝: [60, 746, 76, 776]
- story6-col2: ಕಾರ್ಯಕರ್ತರಲ್ಲಿ ಉತ್ಸಾಹ ತುಂಬಲು ವಿಶೇಷ ಸಭೆ ಕರೆಯಲಾಗಿದೆ. ಸ್ಥಳೀಯ ಸಂಸ್ಥೆಗಳ ಚುನಾವಣೆ ನಡೆಸುವ ಸಂಬಂಧ ಸರ್ಕಾರ ಗಂಭೀರವಾಗಿ ಯೋಚಿಸುತ್ತಿಲ್ಲ. ಚುನಾವಣೆ ಎದುರಿಸಲು ಪಕ್ಷ ಸಿದ್ಧವಾಗಿದೆ ಎಂದು ತಿಳಿಸಿದರು.: [594, 1452, 758, 1523]
- kirusuddi-headline: ದ್ವಿಭಾಷಾ ಸೂತ್ರ ಅಳವಡಿಸಲು ಒತ್ತಾಯ: [62, 800, 260, 818]
- paper-tagline: ರಾಷ್ಟ್ರ ಜಾಗೃತಿಯ ಧ್ವನಿ: [1182, 44, 1231, 51]
- registration-bar-left: [272, 1578, 452, 1586]
- story3-col1: ■ ದಾವಣಗೆರೆ: ಒಡೆದು ಹಾಳಾಗಿರುವ ಭದ್ರಾ ಬಲದಂಡೆ ನಾಲೆಗೆ ಸಿಮೆಂಟ್ ಕಾಂಕ್ರೀಟ್‌ನಿಂದ ತಡೆಗೋಡೆ ನಿರ್ಮಿಸಿ ಕೊನೆಭಾಗದ ರೈತರ ಜಮೀನುಗಳಿಗೆ ನೀರು ಹರಿಸುವಂತೆ ಜಿಲ್ಲಾ ರೈತರ ಒಕ್ಕೂಟದಿಂದ ಮುಖ್ಯಮಂತ್ರಿ ಸಿದ್ದರಾಮಯ್ಯ ಮತ್ತು ಉಪ ಮುಖ್ಯಮಂತ್ರಿ ಡಿ.ಕೆ.ಶಿವಕುಮಾರ್ ಅವರನ್ನು ಬೆಂಗಳೂರಿನಲ್ಲಿ ಭೇಟಿ ಮಾಡಿ ಮನವಿ ಸಲ್ಲಿಸಲಾಯಿತು. ಭದ್ರಾ ಅಚ್ಚುಕಟ್ಟು ಪ್ರದೇಶದಲ್ಲಿ ರೈತರು ವಾಣಿಜ್ಯ ಬೆಳೆಗಳನ್ನು ಬೆಳೆಯುತ್ತಿದ್ದು, ನಾಲೆ ಒಡೆದ ಪರಿಣಾಮ ಕೊನೆಭಾಗದ ರೈತರಿಗೆ ನೀರು ತಲುಪುತ್ತಿಲ್ಲ. ಭದ್ರಾ ಜಲಾಶಯ ಪ್ರಸ್ತುತ ಭರ್ತಿಯಾಗಿದ್ದು, ನಾಲೆಗೆ ನೀರು ಹರಿಸುವ ಮುನ್ನ ದುರಸ್ತಿ ಕಾಮಗಾರಿ ಪೂರ್ಣಗೊಳಿಸಬೇಕು ಎಂದು ಒತ್ತಾಯಿಸಿದರು.: [282, 822, 494, 953]
- story5-headline: ಜಾತಿಗಣತಿ ಮರುಸಮೀಕ್ಷೆ ಮರೀಚಿಕೆ: ವಿನಯ್: [40, 1200, 447, 1231]
- story7-photo-banner-text: ಯುಂದಿರ ಸ್ಥಾ: [500, 1672, 561, 1688]
- divider-v2: [272, 730, 273, 1180]
- story2-col2: ಕೆಲವು ನ್ಯಾಯಬೆಲೆ ಅಂಗಡಿಗಳಿಗೆ ಆಹಾರಧಾನ್ಯ ತಲುಪುವುದು ವಿಳಂಬವಾಗುತ್ತಿದೆ. ಆದರೆ ಸರ್ವರ್ ಸಮಸ್ಯೆ ಇಲ್ಲದೆ ಪ್ರತಿ ತಿಂಗಳು ನಿಗದಿತ ದಿನಾಂಕದೊಳಗೆ ಪಡಿತರ ವಿತರಣೆ ಮಾಡಬೇಕು. ಯುವನಿಧಿಯಡಿ ಹೆಚ್ಚು ಜನರನ್ನು ನೋಂದಾಯಿಸಲು ಡಿಪ್ಲೊಮಾ ಕಾಲೇಜು ಮತ್ತು ಪದವಿ ಕಾಲೇಜು ವಿದ್ಯಾರ್ಥಿಗಳಲ್ಲಿ ಜಾಗೃತಿ ಮೂಡಿಸಬೇಕು ಎಂದು ಸೂಚಿಸಿದರು. ಸಮಿತಿ ಉಪಾಧ್ಯಕ್ಷರಾದ ಅನೀಸ್ ಪಾಷ, ನಂಜನಾಯ್ಕ, ಕೆ.ಎಸ್.ಮಂಜುನಾಥ್, ರಾಜೇಶ್ವರಿ, ಸದಸ್ಯರು, ಜಿಲ್ಲಾ ಪಂಚಾಯತ್ ಸಿಇಓ ಗಿತ್ತೆ ಮಾಧವ ವಿಠ್ಠಲ ರಾವ್, ಆಹಾರ ಇಲಾಖೆ ಜಂಟಿ ನಿರ್ದೇಶಕ ಸಿದ್ದರಾಮ ಮಾರಿಹಾಳ್ ಸೇರಿದಂತೆ ವಿವಿಧ ಇಲಾಖೆ ಅಧಿಕಾರಿಗಳು ಸಭೆಯಲ್ಲಿ ಉಪಸ್ಥಿತರಿದ್ದರು.: [1052, 294, 1292, 425]
- story1-photo: [202, 205, 554, 385]
- story5-caption: ■ ದಾವಣಗೆರೆ: ಇಲ್ಲಿನ ಬಾಷಾ ನಗರದಲ್ಲಿರುವ ಮಂಡಕ್ಕಿ ಭಟ್ಟಿಗಳನ್ನು ತೆರವುಗೊಳಿಸುವಂತೆ ಒತ್ತಾಯಿಸಿ ಸ್ತ್ರೀ ಜಾಗೃತಿ ಹಾಗೂ ಕರ್ನಾಟಕ ಮತ್ತು ಸಾವಿತ್ರಿ ಬಾಪುಲೆ ಮಹಿಳಾ ಸಂಘಟನೆ ಜಿಲ್ಲಾ ಸಮಿತಿಯಿಂದ ಶನಿವಾರ ಜಿಲ್ಲಾಧಿಕಾರಿ ಕಚೇರಿ ಎದುರು ಪ್ರತಿಭಟನೆ ನಡೆಸಿ, ಡಿಸಿ ಮುಖಾಂತರ ಸರ್ಕಾರಕ್ಕೆ ಮನವಿಪತ್ರ ಸಲ್ಲಿಸಲಾಯಿತು.: [376, 1402, 570, 1477]
- story7-col1: ■ ಬಸವಾಪಟ್ಟಣ: ಮಕ್ಕಳಿಗೆ ಶಿಕ್ಷಣ ಕೊಡುವುದರ ಜೊತೆಗೆ ಸಂಸ್ಕಾರ ಕೊಡುವುದು ಬಹಳ ಮುಖ್ಯ. ಸಂಸ್ಕಾರ ಇಲ್ಲದ ಮಕ್ಕಳು ಸಮಾಜಕ್ಕೆ ಕಂಟಕರಾಗುತ್ತಾರೆ. ಸಂಸ್ಕಾರ ದೊರೆತ ಮಕ್ಕಳು ಸಮಾಜಕ್ಕೆ ದೇಶಕ್ಕೆ ಸಂಪತ್ತಾಗಿ ರೂಪುಗೊಳ್ಳುತ್ತಾರೆ ಎಂದು ಚನ್ನಗಿರಿ ಶಿಕ್ಷಣ ಸಂಯೋಜಕ ಕುಮಾರ್ ಹೇಳಿದರು. ಸಮೀಪದ ಚರೆಡೊಣ್ಣಿ ಗ್ರಾಮದಲ್ಲಿ ಸರ್ಕಾರಿ ಹಿರಿಯ ಪ್ರಾಥಮಿಕ ಶಾಲೆಯಲ್ಲಿ ಏರ್ಪಡಿಸಿದ್ದ ಕಾರ್ಯಕ್ರಮದಲ್ಲಿ ಮಾತನಾಡಿದರು. ಒಂದು ಕುಟುಂಬ, ಸಮಾಜ, ದೇಶದ ಅಭಿವೃದ್ಧಿ ಶಿಕ್ಷಣದಿಂದ ಸಾಧ್ಯ. ಶಾಲೆ ಮತ್ತು ಪೋಷಕರು ಮಕ್ಕಳ ಬಗ್ಗೆ ಕಾಳಜಿ ವಹಿಸಬೇಕು.: [40, 1658, 244, 1789]
- story1-sidebar: [562, 205, 754, 715]
- page-number: ೦೯: [1078, 34, 1105, 61]
- divider-h2: [40, 1188, 1292, 1189]
- story5-photo: [40, 1400, 366, 1568]
- story8-photo: [892, 1688, 1292, 1884]
- brand-logo-icon: [1046, 12, 1068, 34]
- divider-v5: [660, 1590, 661, 2060]
- story1-headline: ಹಳೇ ದಾಖಲೆಗಳಿಗೆ ಡಿಜಿಟಲ್ ರೂಪ: [40, 138, 532, 186]
- story7-headline: ಮಕ್ಕಳಿಗೆ ಶಿಕ್ಷಣದ ಸಂಸ್ಕಾರ ಬಹಳ ಮುಖ್ಯ: [40, 1600, 508, 1640]
- story5-col2: ತಯಾರಿಸುವುದು ಮುಖ್ಯವಲ್ಲ. ಈಗ ಶಾಲೆಗಳು ಆರಂಭವಾಗಿರುವುದರಿಂದ ಶಿಕ್ಷಕರಿಂದ ಮರು ಸರ್ವೆ ಸಾಧ್ಯವಿಲ್ಲ. ಕೇವಲ ಕಾಟಾಚಾರಕ್ಕೆ ಸರ್ವೆ ಮಾಡುವುದು ಬೇಡ. ಸಮುದಾಯಗಳಿಗೆ ನ್ಯಾಯ ಸಿಗಬೇಕು ಎಂದರೆ ವೈಜ್ಞಾನಿಕವಾಗಿ ಸಮೀಕ್ಷೆ ನಡೆಸಬೇಕು. ಸರ್ಕಾರದ ಮೇಲೆ ಇದಕ್ಕೆ ಜವಾಬ್ದಾರಿ ಇದೆ. ಸಿದ್ದರಾಮಯ್ಯ ಅವರು ಅಧಿಕಾರದಲ್ಲಿ ಉಳಿಯಲು ಜಾತಿಗಣತಿ ವಿಷಯ ಬಳಸಿಕೊಳ್ಳುತ್ತಿದ್ದಾರೆ ಎಂದು ಅವರು ಟೀಕಿಸಿದರು.: [300, 1246, 570, 1317]
- story6-col5: ಸ್ಥಳೀಯ ಸಂಸ್ಥೆಗಳ ಚುನಾವಣೆ ನಡೆಸದ ರಾಜ್ಯ ಕಾಂಗ್ರೆಸ್ ಸರ್ಕಾರ ಕಾಲಹರಣ ಮಾಡುತ್ತಿದೆ ಎಂದು ಬಿಜೆಪಿ ಮೈಸೂರು ಗ್ರಾಮಾಂತರ ಜಿಲ್ಲಾಧ್ಯಕ್ಷ ಎಲ್.ಆರ್. ಮಹದೇವಸ್ವಾಮಿ ಹೇಳಿದರು. ನಗರದಲ್ಲಿ ಸುದ್ದಿಗಾರರೊಂದಿಗೆ ಮಾತನಾಡಿದ ಅವರು, ಜಿ.ಪಂ., ತಾ.ಪಂ. ಚುನಾವಣೆ ನಡೆಸುವಂತೆ ಪಕ್ಷ ಹೋರಾಟ ನಡೆಸಲಿದೆ. ಕಾರ್ಯಕರ್ತರು ಚುನಾವಣೆಗೆ ಸಜ್ಜಾಗಬೇಕು ಎಂದರು.: [1140, 1452, 1292, 1568]
- story5-rule: [40, 1390, 570, 1391]
